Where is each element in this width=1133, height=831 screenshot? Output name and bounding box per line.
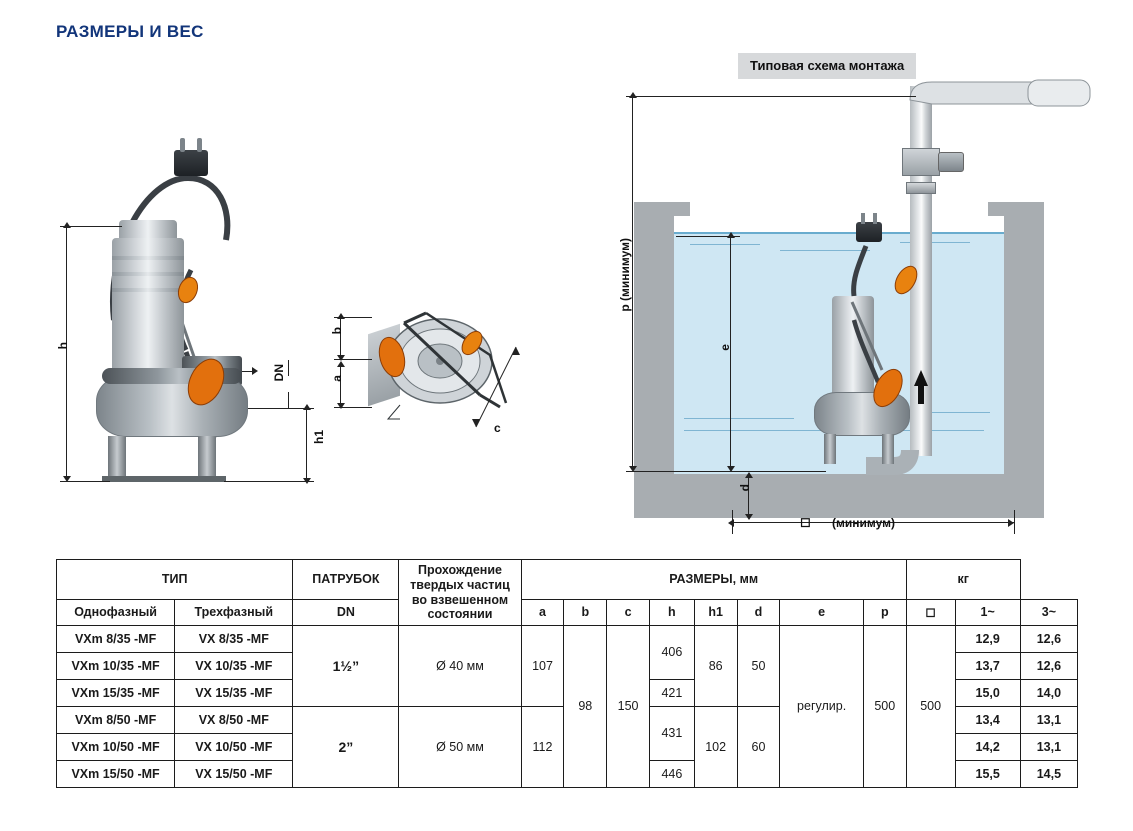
cell-weight-3ph: 13,1 bbox=[1020, 707, 1077, 734]
cell-b-group: 98 bbox=[564, 626, 607, 788]
page-title: РАЗМЕРЫ И ВЕС bbox=[56, 22, 204, 41]
cell-single-phase: VXm 15/50 -MF bbox=[57, 761, 175, 788]
th-type: ТИП bbox=[57, 560, 293, 600]
cell-dn-group-1: 1½” bbox=[293, 626, 399, 707]
cell-three-phase: VX 10/50 -MF bbox=[175, 734, 293, 761]
th-dn: DN bbox=[293, 600, 399, 626]
th-a: a bbox=[521, 600, 564, 626]
cell-single-phase: VXm 8/50 -MF bbox=[57, 707, 175, 734]
dim-d-arrow-top bbox=[745, 472, 753, 478]
cell-three-phase: VX 10/35 -MF bbox=[175, 653, 293, 680]
cell-p-group: 500 bbox=[863, 626, 906, 788]
dim-p-label: p (минимум) bbox=[618, 238, 632, 312]
installation-scheme-drawing bbox=[620, 70, 1120, 540]
dim-e-arrow-top bbox=[727, 232, 735, 238]
th-d: d bbox=[737, 600, 780, 626]
specs-table bbox=[56, 559, 1078, 788]
cell-h-421: 421 bbox=[649, 680, 694, 707]
pump-side-view-drawing bbox=[56, 120, 356, 500]
th-solids: Прохождение твердых частиц во взвешенном состоянии bbox=[399, 560, 521, 626]
cell-h1-group-1: 86 bbox=[694, 626, 737, 707]
installed-plug-pin-left bbox=[861, 213, 865, 224]
dim-h1-arrow-top bbox=[303, 404, 311, 410]
dim-h-tick-top bbox=[60, 226, 122, 227]
dim-b-label: b bbox=[330, 327, 344, 335]
dim-e-tick-top bbox=[676, 236, 740, 237]
cell-single-phase: VXm 15/35 -MF bbox=[57, 680, 175, 707]
dim-width-tick-left bbox=[732, 510, 733, 534]
cell-single-phase: VXm 10/35 -MF bbox=[57, 653, 175, 680]
cell-weight-1ph: 13,7 bbox=[955, 653, 1020, 680]
cell-weight-3ph: 14,0 bbox=[1020, 680, 1077, 707]
th-single-phase: Однофазный bbox=[57, 600, 175, 626]
dim-c-label: c bbox=[494, 421, 501, 435]
cell-d-group-2: 60 bbox=[737, 707, 780, 788]
th-b: b bbox=[564, 600, 607, 626]
th-e: e bbox=[780, 600, 864, 626]
cell-weight-3ph: 12,6 bbox=[1020, 653, 1077, 680]
cell-weight-3ph: 13,1 bbox=[1020, 734, 1077, 761]
cell-three-phase: VX 15/35 -MF bbox=[175, 680, 293, 707]
th-dimensions: РАЗМЕРЫ, мм bbox=[521, 560, 906, 600]
th-kg: кг bbox=[906, 560, 1020, 600]
cell-solids-group-1: Ø 40 мм bbox=[399, 626, 521, 707]
float-switch-illustration bbox=[56, 120, 356, 500]
installed-plug-pin-right bbox=[873, 213, 877, 224]
cell-h-431: 431 bbox=[649, 707, 694, 761]
cell-three-phase: VX 8/35 -MF bbox=[175, 626, 293, 653]
cell-single-phase: VXm 10/50 -MF bbox=[57, 734, 175, 761]
th-port: ПАТРУБОК bbox=[293, 560, 399, 600]
dim-h1-label: h1 bbox=[312, 430, 326, 445]
cell-c-group: 150 bbox=[607, 626, 650, 788]
cell-d-group-1: 50 bbox=[737, 626, 780, 707]
th-h1: h1 bbox=[694, 600, 737, 626]
table-header-row-1 bbox=[57, 560, 1078, 600]
cell-dn-group-2: 2” bbox=[293, 707, 399, 788]
cell-three-phase: VX 8/50 -MF bbox=[175, 707, 293, 734]
installed-power-plug-icon bbox=[856, 222, 882, 242]
table-row bbox=[57, 626, 1078, 653]
installed-cord-float-illustration bbox=[620, 70, 1120, 540]
cell-weight-1ph: 14,2 bbox=[955, 734, 1020, 761]
cell-weight-1ph: 15,0 bbox=[955, 680, 1020, 707]
th-three-phase: Трехфазный bbox=[175, 600, 293, 626]
dim-d-arrow-bottom bbox=[745, 514, 753, 520]
dim-p-line bbox=[632, 96, 633, 468]
dn-tick-a bbox=[288, 360, 289, 376]
dim-h1-tick-bottom bbox=[224, 481, 314, 482]
dim-d-label: d bbox=[738, 484, 752, 492]
cell-sq-group: 500 bbox=[906, 626, 955, 788]
scheme-caption: Типовая схема монтажа bbox=[738, 53, 916, 79]
dim-square-symbol: ◻ bbox=[800, 514, 811, 529]
table-header-row-2 bbox=[57, 600, 1078, 626]
cell-h1-group-2: 102 bbox=[694, 707, 737, 788]
pump-top-view-drawing bbox=[330, 295, 550, 495]
dim-e-label: e bbox=[718, 344, 732, 351]
th-sq: ◻ bbox=[906, 600, 955, 626]
th-p: p bbox=[863, 600, 906, 626]
dim-d-line bbox=[748, 476, 749, 516]
dim-h-arrow-top bbox=[63, 222, 71, 228]
dim-p-tick-bottom bbox=[626, 471, 826, 472]
th-w1: 1~ bbox=[955, 600, 1020, 626]
cell-a-group-1: 107 bbox=[521, 626, 564, 707]
dim-h-line bbox=[66, 226, 67, 478]
cell-weight-1ph: 13,4 bbox=[955, 707, 1020, 734]
dim-width-tick-right bbox=[1014, 510, 1015, 534]
cell-weight-1ph: 12,9 bbox=[955, 626, 1020, 653]
cell-single-phase: VXm 8/35 -MF bbox=[57, 626, 175, 653]
cell-e-group: регулир. bbox=[780, 626, 864, 788]
th-c: c bbox=[607, 600, 650, 626]
dim-h-tick-bottom bbox=[60, 481, 110, 482]
dim-width-arrow-left bbox=[728, 519, 734, 527]
cell-three-phase: VX 15/50 -MF bbox=[175, 761, 293, 788]
cell-weight-1ph: 15,5 bbox=[955, 761, 1020, 788]
dim-minimum-label: (минимум) bbox=[832, 516, 895, 530]
cell-h-406: 406 bbox=[649, 626, 694, 680]
dn-label: DN bbox=[272, 364, 286, 382]
dn-tick-b bbox=[288, 392, 289, 408]
th-h: h bbox=[649, 600, 694, 626]
dim-a-label: a bbox=[330, 375, 344, 382]
th-w3: 3~ bbox=[1020, 600, 1077, 626]
dn-leader bbox=[242, 371, 256, 372]
dim-c-illustration bbox=[330, 295, 550, 495]
dim-p-arrow-top bbox=[629, 92, 637, 98]
cell-h-446: 446 bbox=[649, 761, 694, 788]
dim-e-arrow-bottom bbox=[727, 466, 735, 472]
cell-weight-3ph: 12,6 bbox=[1020, 626, 1077, 653]
cell-solids-group-2: Ø 50 мм bbox=[399, 707, 521, 788]
dim-h1-tick-top bbox=[248, 408, 314, 409]
dim-e-line bbox=[730, 236, 731, 468]
dim-h1-line bbox=[306, 408, 307, 480]
cell-weight-3ph: 14,5 bbox=[1020, 761, 1077, 788]
cell-a-group-2: 112 bbox=[521, 707, 564, 788]
dim-p-tick-top bbox=[626, 96, 916, 97]
dim-h-label: h bbox=[56, 342, 70, 350]
